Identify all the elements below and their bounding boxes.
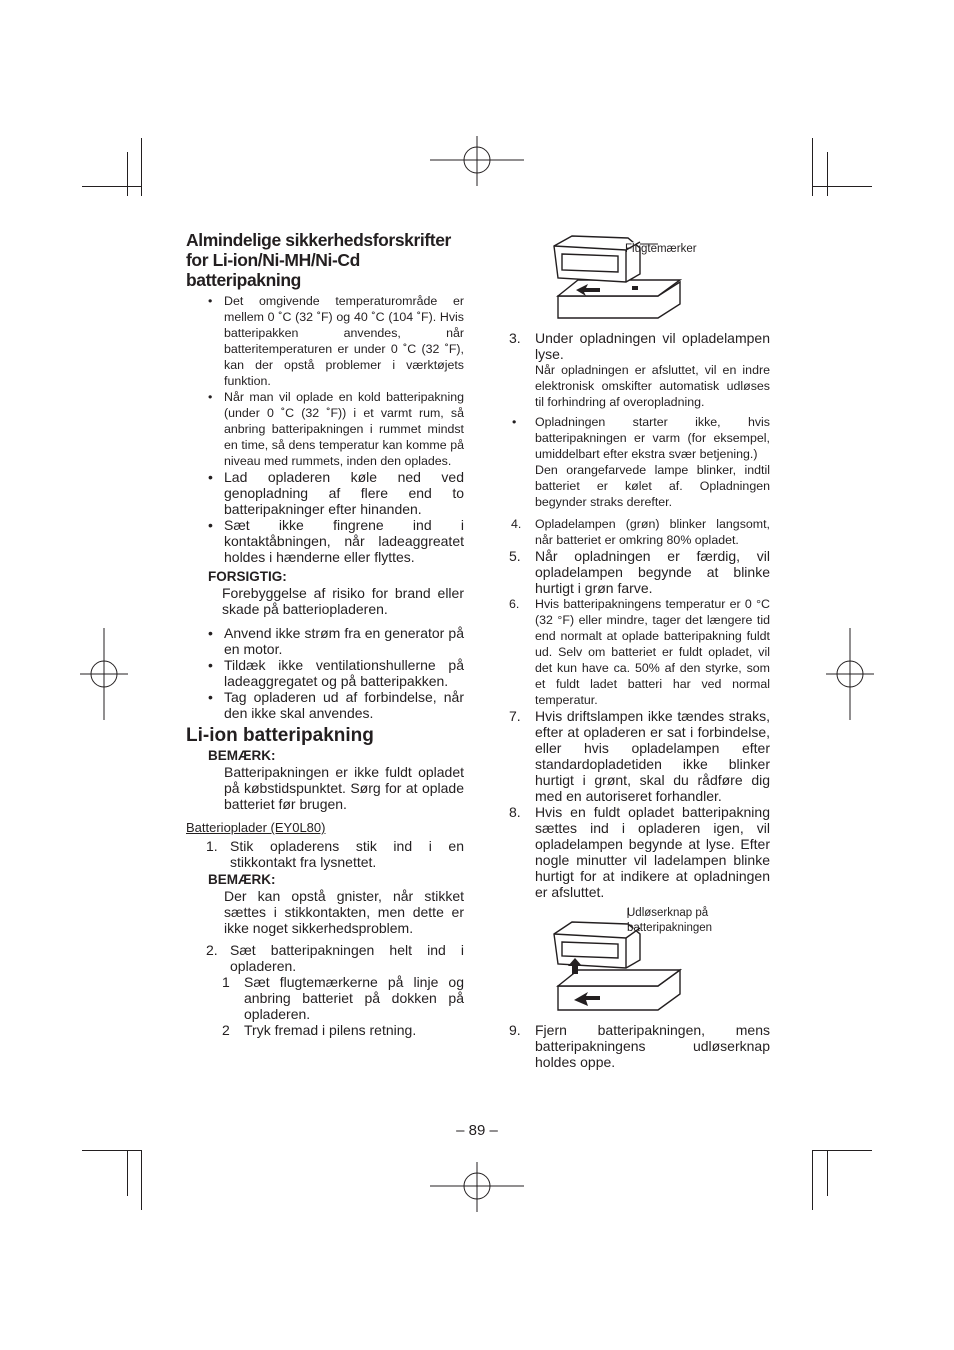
registration-mark [430,1162,524,1212]
bullet-item: • Tag opladeren ud af forbindelse, når den ikke skal anvendes. [208,689,464,721]
page-number: – 89 – [456,1122,498,1139]
bullet-item: • Lad opladeren køle ned ved genopladning af flere end to batteripakninger efter hinanden. [208,469,464,517]
right-column [508,240,770,1070]
bullet-item: • Opladningen starter ikke, hvis batteripakningen er varm (for eksempel, umiddelbart efter ekstra svær betjening.) [512,415,770,461]
step-item: 8. Hvis en fuldt opladet batteripakning sættes ind i opladeren igen, vil opladelampen begynde at lyse. Efter nogle minutter vil ladelampen blinke hurtigt for at indikere at opladningen er afsluttet. [509,804,770,900]
step-item: 6. Hvis batteripakningens temperatur er 0 °C (32 °F) eller mindre, tager det længere tid end normalt at oplade batteripakning fuldt ud. Selv om batteriet er fuldt opladet, vil det kun have ca. 50% af den styrke, som et fuldt ladet batteri har ved normal temperatur. [509,597,770,707]
crop-mark [127,1150,128,1196]
step-subtext: Når opladningen er afsluttet, vil en indre elektronisk omskifter automatisk udløses til forhindring af overopladning. [535,363,770,409]
crop-mark [127,152,128,196]
note-text: Der kan opstå gnister, når stikket sættes i stikkontakten, men dette er ikke noget sikkerhedsproblem. [224,888,464,936]
bullet-item: • Når man vil oplade en kold batteripakning (under 0 ˚C (32 ˚F)) i et varmt rum, så anbring batteripakningen i rummet mindst en time, så dens temperatur kan komme på niveau med rummets, inden den oplades. [208,390,464,468]
section-heading-li-ion: Li-ion batteripakning [186,725,374,746]
substep-item: 1 Sæt flugtemærkerne på linje og anbring batteriet på dokken på opladeren. [222,974,464,1022]
bullet-item: • Det omgivende temperaturområde er mellem 0 ˚C (32 ˚F) og 40 ˚C (104 ˚F). Hvis batteripakken anvendes, når batteritemperaturen er under 0 ˚C (32 ˚F), kan der opstå problemer i værktøjets funktion. [208,294,464,388]
crop-mark [812,186,872,187]
step-item: 5. Når opladningen er færdig, vil opladelampen begynde at blinke hurtigt i grøn farve. [509,548,770,596]
crop-mark [827,1150,828,1196]
step-item: 3. Under opladningen vil opladelampen lyse. [509,330,770,362]
step-item: 1. Stik opladerens stik ind i en stikkontakt fra lysnettet. [206,838,464,870]
left-column [186,230,464,1038]
caution-text: Forebyggelse af risiko for brand eller skade på batteriopladeren. [222,585,464,617]
crop-mark [82,1150,142,1151]
registration-mark [826,628,874,720]
note-label: BEMÆRK: [208,748,276,763]
note-text: Batteripakningen er ikke fuldt opladet på købstidspunktet. Sørg for at oplade batteriet før brugen. [224,764,464,812]
registration-mark [80,628,128,720]
illustration-caption: Udløserknap på batteripakningen [627,907,713,934]
illustration-caption: Flugtemærker [625,243,697,255]
crop-mark [82,186,142,187]
crop-mark [827,152,828,196]
crop-mark [812,138,813,196]
crop-mark [141,1150,142,1210]
caution-label: FORSIGTIG: [208,569,287,584]
crop-mark [141,138,142,196]
bullet-item: • Anvend ikke strøm fra en generator på en motor. [208,625,464,657]
charger-illustration-1 [508,240,770,332]
step-item: 4. Opladelampen (grøn) blinker langsomt, når batteriet er omkring 80% opladet. [511,517,770,547]
section-heading: Almindelige sikkerhedsforskrifter for Li-ion/Ni-MH/Ni-Cd batteripakning [186,230,451,290]
step-item: 2. Sæt batteripakningen helt ind i opladeren. [206,942,464,974]
substep-item: 2 Tryk fremad i pilens retning. [222,1022,417,1038]
registration-mark [430,136,524,186]
bullet-item: • Sæt ikke fingrene ind i kontaktåbningen, når ladeaggreatet holdes i hænderne eller flyttes. [208,517,464,565]
step-item: 7. Hvis driftslampen ikke tændes straks, efter at opladeren er sat i forbindelse, eller hvis opladelampen efter standardopladetiden ikke blinker hurtigt i grønt, skal du rådføre dig med en autoriseret forhandler. [509,708,770,804]
crop-mark [812,1150,872,1151]
crop-mark [812,1150,813,1210]
charger-illustration-2 [508,900,770,1020]
bullet-item: • Tildæk ikke ventilationshullerne på ladeaggregatet og på batteripakken. [208,657,464,689]
step-subtext: Den orangefarvede lampe blinker, indtil batteriet er kølet af. Opladningen begynder straks derefter. [535,463,770,509]
step-item: 9. Fjern batteripakningen, mens batteripakningens udløserknap holdes oppe. [509,1022,770,1070]
charger-model-label: Batterioplader (EY0L80) [186,820,326,835]
note-label: BEMÆRK: [208,872,276,887]
